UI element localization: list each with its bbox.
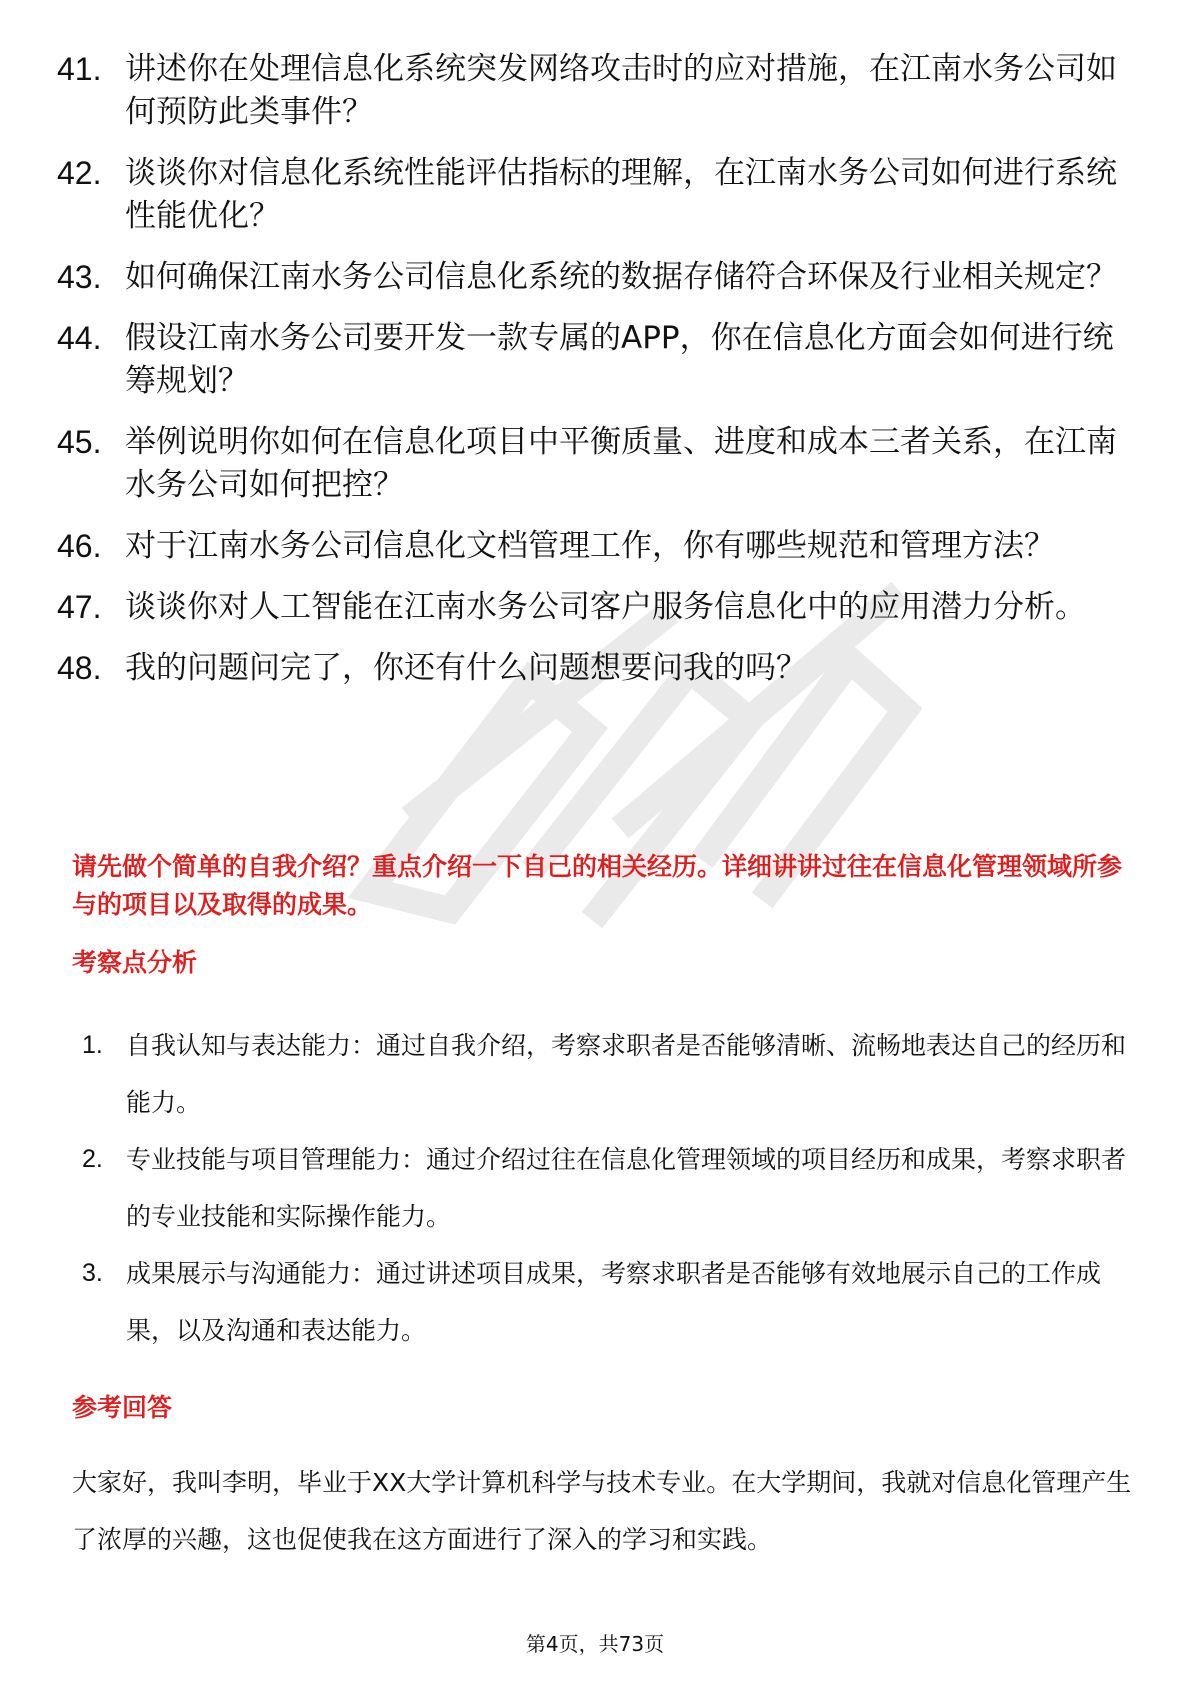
list-item <box>82 1017 1132 1131</box>
question-text: 对于江南水务公司信息化文档管理工作，你有哪些规范和管理方法？ <box>125 528 1055 564</box>
point-text: 成果展示与沟通能力：通过讲述项目成果，考察求职者是否能够有效地展示自己的工作成果，以及沟通和表达能力。 <box>126 1259 1102 1345</box>
question-number: 44. <box>57 320 102 356</box>
question-text: 谈谈你对信息化系统性能评估指标的理解，在江南水务公司如何进行系统性能优化？ <box>125 155 1117 234</box>
point-number: 1. <box>82 1031 103 1059</box>
question-number: 41. <box>57 51 102 87</box>
question-text: 谈谈你对人工智能在江南水务公司客户服务信息化中的应用潜力分析。 <box>125 589 1086 625</box>
list-item <box>57 647 1137 690</box>
point-text: 自我认知与表达能力：通过自我介绍，考察求职者是否能够清晰、流畅地表达自己的经历和能力。 <box>126 1031 1127 1117</box>
analysis-point-list <box>82 1017 1132 1359</box>
question-list <box>57 48 1137 708</box>
list-item <box>57 525 1137 568</box>
question-text: 假设江南水务公司要开发一款专属的APP，你在信息化方面会如何进行统筹规划？ <box>125 320 1114 399</box>
list-item <box>57 48 1137 134</box>
question-text: 如何确保江南水务公司信息化系统的数据存储符合环保及行业相关规定？ <box>125 259 1117 295</box>
point-number: 3. <box>82 1259 103 1287</box>
list-item <box>57 317 1137 403</box>
point-number: 2. <box>82 1145 103 1173</box>
answer-paragraph: 大家好，我叫李明，毕业于XX大学计算机科学与技术专业。在大学期间，我就对信息化管理产生了浓厚的兴趣，这也促使我在这方面进行了深入的学习和实践。 <box>72 1468 1132 1554</box>
question-text: 我的问题问完了，你还有什么问题想要问我的吗？ <box>125 650 807 686</box>
question-number: 43. <box>57 259 102 295</box>
section-heading-analysis: 考察点分析 <box>72 948 198 977</box>
section-heading-answer: 参考回答 <box>72 1393 173 1422</box>
page-footer: 第4页，共73页 <box>525 1632 665 1656</box>
interview-prompt: 请先做个简单的自我介绍？重点介绍一下自己的相关经历。详细讲讲过往在信息化管理领域所参与的项目以及取得的成果。 <box>72 852 1123 919</box>
question-number: 45. <box>57 424 102 460</box>
list-item <box>82 1245 1132 1359</box>
list-item <box>82 1131 1132 1245</box>
question-text: 举例说明你如何在信息化项目中平衡质量、进度和成本三者关系，在江南水务公司如何把控？ <box>125 424 1117 503</box>
list-item <box>57 152 1137 238</box>
question-number: 48. <box>57 650 102 686</box>
question-number: 47. <box>57 589 102 625</box>
question-text: 讲述你在处理信息化系统突发网络攻击时的应对措施，在江南水务公司如何预防此类事件？ <box>125 51 1117 130</box>
list-item <box>57 586 1137 629</box>
question-number: 46. <box>57 528 102 564</box>
list-item <box>57 256 1137 299</box>
list-item <box>57 421 1137 507</box>
point-text: 专业技能与项目管理能力：通过介绍过往在信息化管理领域的项目经历和成果，考察求职者的专业技能和实际操作能力。 <box>126 1145 1127 1231</box>
question-number: 42. <box>57 155 102 191</box>
